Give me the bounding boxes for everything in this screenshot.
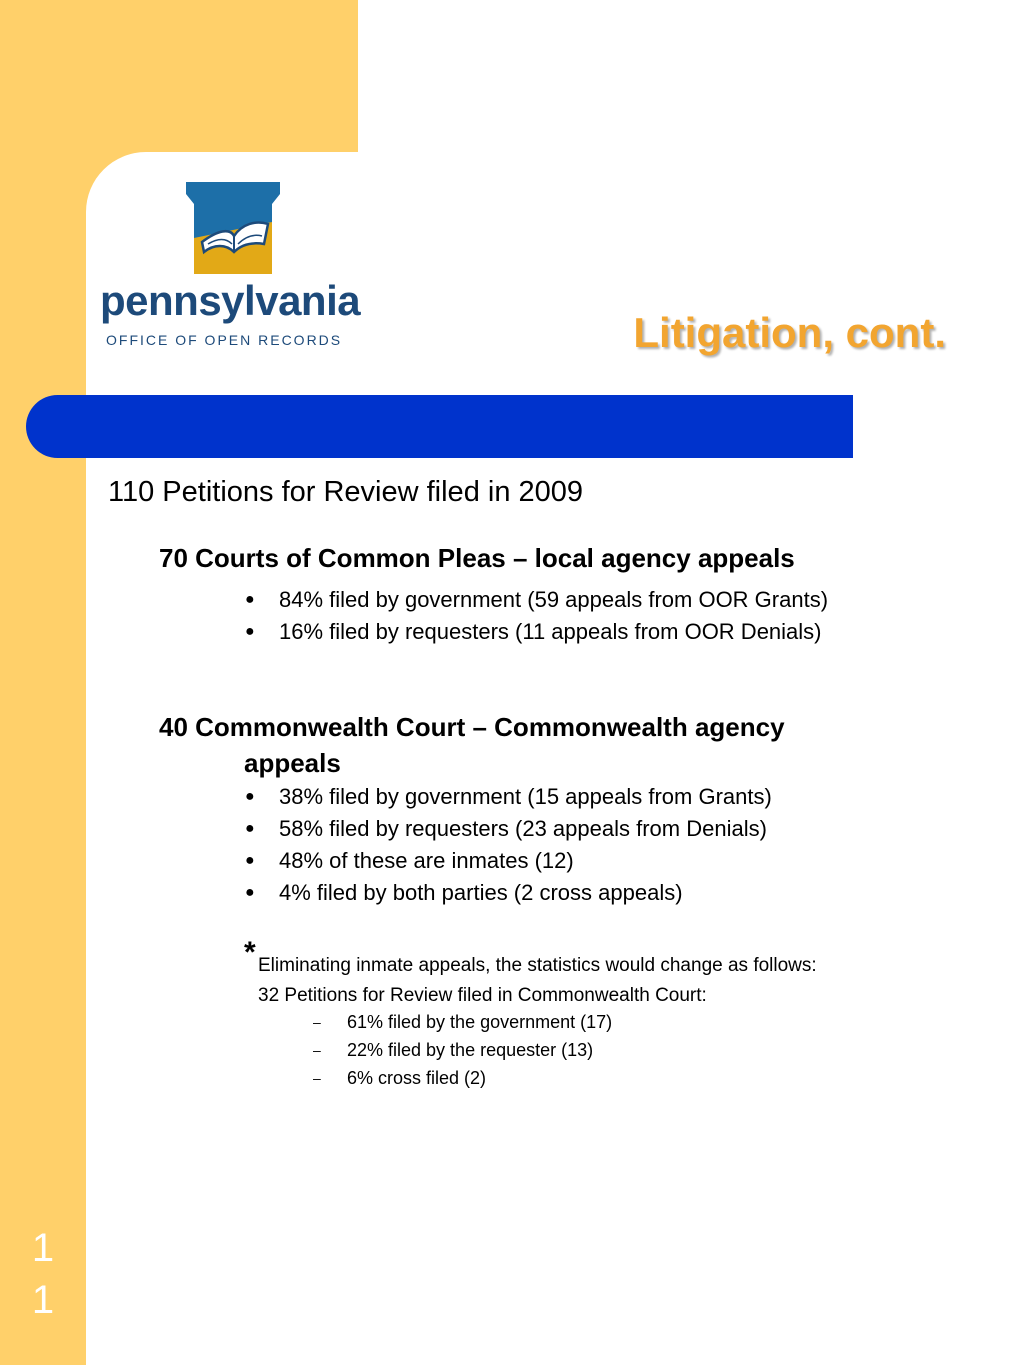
bullet-icon: ● [245, 820, 255, 837]
note-line2: 32 Petitions for Review filed in Commonwealth Court: [258, 985, 707, 1006]
asterisk-mark: * [244, 936, 256, 969]
list-item [245, 877, 683, 909]
section2-title-cont: appeals [244, 748, 341, 778]
list-item [313, 1008, 613, 1036]
list-item-text: 16% filed by requesters (11 appeals from OOR Denials) [279, 619, 822, 644]
page-number: 11 [31, 1226, 55, 1322]
section1-title: 70 Courts of Common Pleas – local agency appeals [159, 543, 795, 573]
list-item-text: 6% cross filed (2) [347, 1068, 487, 1088]
list-item-text: 38% filed by government (15 appeals from Grants) [279, 784, 772, 809]
list-item-text: 48% of these are inmates (12) [279, 848, 574, 873]
logo-subtitle: OFFICE OF OPEN RECORDS [106, 332, 343, 348]
bullet-icon: ● [245, 884, 255, 901]
list-item-text: 22% filed by the requester (13) [347, 1040, 594, 1060]
list-item [245, 781, 772, 813]
bullet-icon: ● [245, 852, 255, 869]
dash-icon: – [313, 1014, 321, 1030]
bullet-icon: ● [245, 623, 255, 640]
logo [96, 182, 370, 352]
top-panel [86, 0, 358, 152]
dash-icon: – [313, 1070, 321, 1086]
list-item [245, 616, 822, 648]
list-item [245, 845, 574, 877]
list-item [245, 813, 767, 845]
dash-icon: – [313, 1042, 321, 1058]
keystone-book-icon [184, 182, 282, 274]
list-item [245, 584, 829, 616]
note-line1: Eliminating inmate appeals, the statistics would change as follows: [258, 955, 817, 976]
list-item-text: 84% filed by government (59 appeals from OOR Grants) [279, 587, 829, 612]
bullet-icon: ● [245, 591, 255, 608]
list-item [313, 1064, 487, 1092]
bullet-icon: ● [245, 788, 255, 805]
list-item [313, 1036, 594, 1064]
slide-title: Litigation, cont. [633, 309, 946, 356]
section2-title: 40 Commonwealth Court – Commonwealth agency [159, 712, 785, 742]
list-item-text: 58% filed by requesters (23 appeals from Denials) [279, 816, 767, 841]
side-panel [0, 0, 86, 1365]
list-item-text: 61% filed by the government (17) [347, 1012, 613, 1032]
list-item-text: 4% filed by both parties (2 cross appeals) [279, 880, 683, 905]
title-bar [26, 395, 853, 458]
main-heading: 110 Petitions for Review filed in 2009 [108, 476, 584, 508]
logo-wordmark: pennsylvania [100, 277, 361, 324]
